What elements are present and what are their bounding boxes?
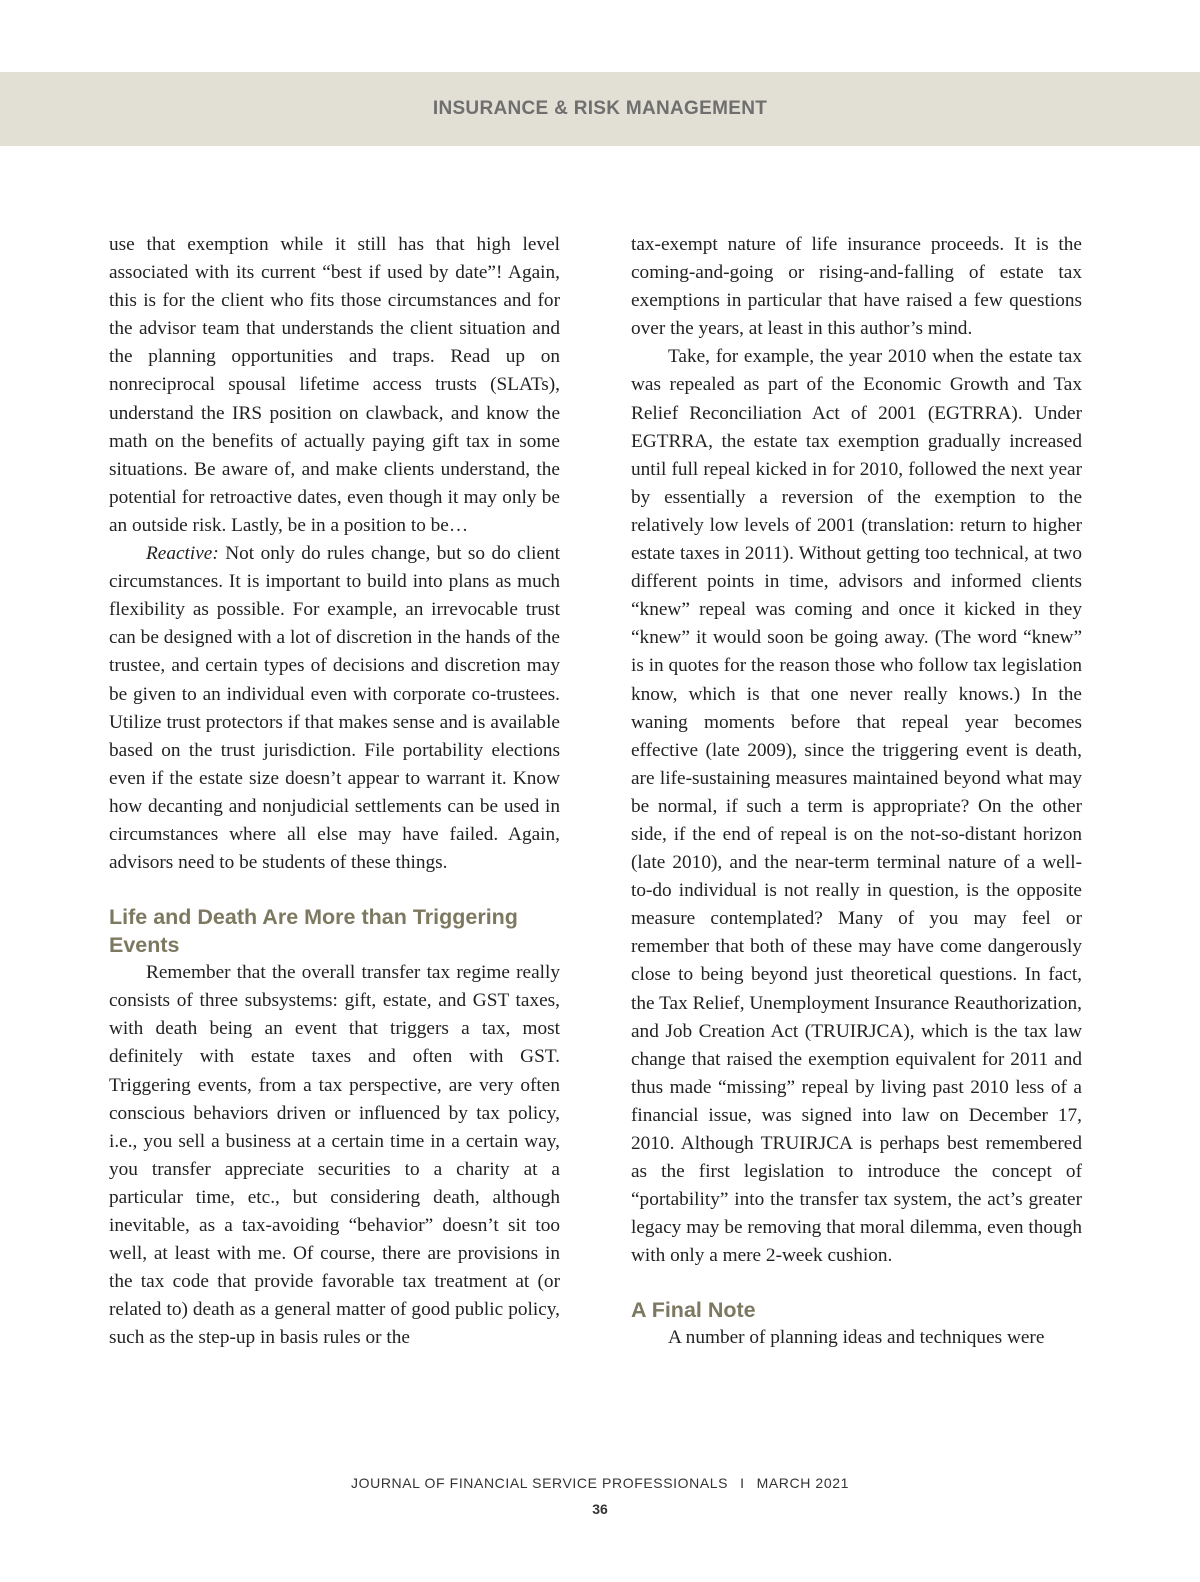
page-footer [0,1475,1200,1491]
paragraph: Take, for example, the year 2010 when the estate tax was repealed as part of the Economic Growth and Tax Relief Reconciliation Act of 2001 (EGTRRA). Under EGTRRA, the estate tax exemption gradually increased until full repeal kicked in for 2010, followed the next year by essentially a reversion of the exemption to the relatively low levels of 2001 (translation: return to higher estate taxes in 2011). Without getting too technical, at two different points in time, advisors and informed clients “knew” repeal was coming and once it kicked in they “knew” it would soon be going away. (The word “knew” is in quotes for the reason those who follow tax legislation know, which is that one never really knows.) In the waning moments before that repeal year becomes effective (late 2009), since the triggering event is death, are life-sustaining measures maintained beyond what may be normal, if such a term is appropriate? On the other side, if the end of repeal is on the not-so-distant horizon (late 2010), and the near-term terminal nature of a well-to-do individual is not really in question, is the opposite measure contemplated? Many of you may feel or remember that both of these may have come dangerously close to being beyond just theoretical questions. In fact, the Tax Relief, Unemployment Insurance Reauthorization, and Job Creation Act (TRUIRJCA), which is the tax law change that raised the exemption equivalent for 2011 and thus made “missing” repeal by living past 2010 less of a financial issue, was signed into law on December 17, 2010. Although TRUIRJCA is perhaps best remembered as the first legislation to introduce the concept of “portability” into the transfer tax system, the act’s greater legacy may be removing that moral dilemma, even though with only a mere 2-week cushion. [631,346,1082,1267]
section-heading: Life and Death Are More than Triggering Events [109,905,518,958]
paragraph: tax-exempt nature of life insurance proceeds. It is the coming-and-going or rising-and-falling of estate tax exemptions in particular that have raised a few questions over the years, at least in this author’s mind. [631,234,1082,340]
footer-separator: I [740,1475,745,1491]
journal-name: JOURNAL OF FINANCIAL SERVICE PROFESSIONALS [351,1475,729,1491]
paragraph: Remember that the overall transfer tax regime really consists of three subsystems: gift, estate, and GST taxes, with death being an event that triggers a tax, most definitely with estate taxes and often with GST. Triggering events, from a tax perspective, are very often conscious behaviors driven or influenced by tax policy, i.e., you sell a business at a certain time in a certain way, you transfer appreciate securities to a charity at a particular time, etc., but considering death, although inevitable, as a tax-avoiding “behavior” doesn’t sit too well, at least with me. Of course, there are provisions in the tax code that provide favorable tax treatment at (or related to) death as a general matter of good public policy, such as the step-up in basis rules or the [109,962,560,1349]
section-title: INSURANCE & RISK MANAGEMENT [432,98,768,119]
section-header-band [0,72,1200,146]
paragraph-body: Not only do rules change, but so do client circumstances. It is important to build into plans as much flexibility as possible. For example, an irrevocable trust can be designed with a lot of discretion in the hands of the trustee, and certain types of decisions and discretion may be given to an individual even with corporate co-trustees. Utilize trust protectors if that makes sense and is available based on the trust jurisdiction. File portability elections even if the estate size doesn’t appear to warrant it. Know how decanting and nonjudicial settlements can be used in circumstances where all else may have failed. Again, advisors need to be students of these things. [109,543,560,874]
paragraph [109,540,560,877]
page-number: 36 [592,1501,608,1517]
section-heading: A Final Note [631,1298,756,1323]
paragraph: use that exemption while it still has that high level associated with its current “best if used by date”! Again, this is for the client who fits those circumstances and for the advisor team that understands the client situation and the planning opportunities and traps. Read up on nonreciprocal spousal lifetime access trusts (SLATs), understand the IRS position on clawback, and know the math on the benefits of actually paying gift tax in some situations. Be aware of, and make clients understand, the potential for retroactive dates, even though it may only be an outside risk. Lastly, be in a position to be… [109,234,560,536]
paragraph: A number of planning ideas and techniques were [668,1327,1045,1349]
left-column [109,231,560,1352]
issue-date: MARCH 2021 [756,1475,849,1491]
paragraph-lead: Reactive: [146,543,219,565]
right-column [631,231,1082,1353]
